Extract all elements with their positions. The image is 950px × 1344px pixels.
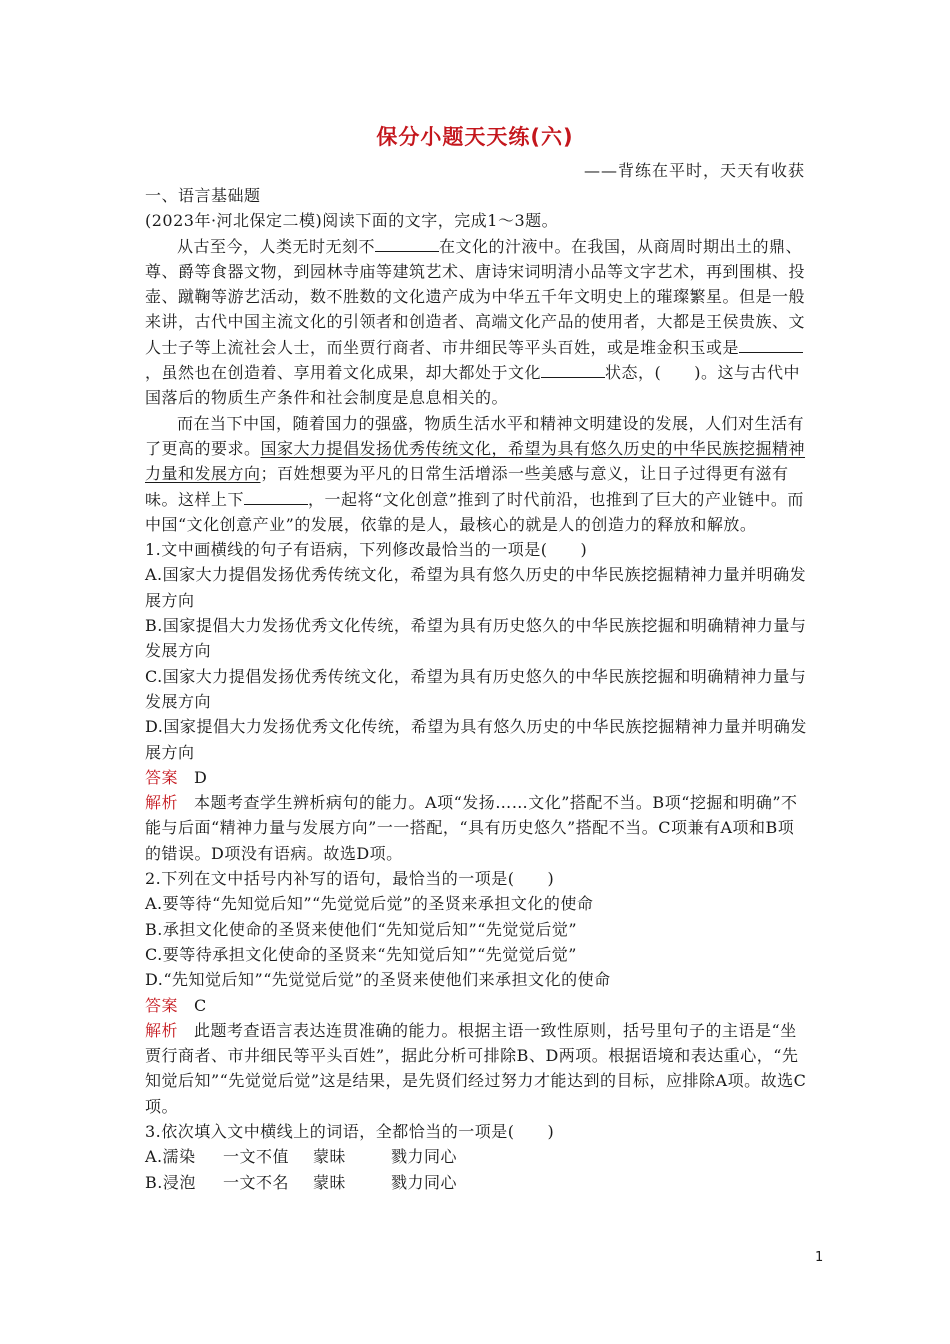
option-b: B.国家提倡大力发扬优秀文化传统，希望为具有历史悠久的中华民族挖掘和明确精神力量与发展方向	[145, 616, 807, 661]
analysis-line	[145, 790, 810, 866]
content-body	[145, 183, 810, 1195]
option-cell: 蒙昧	[313, 1172, 347, 1192]
option-c: C.要等待承担文化使命的圣贤来“先知觉后知”“先觉觉后觉”	[145, 944, 577, 964]
analysis-label: 解析	[145, 793, 179, 813]
option-cell: A.濡染	[145, 1147, 196, 1167]
answer-line	[145, 993, 810, 1018]
page-number: 1	[815, 1250, 824, 1265]
passage-text: ，虽然也在创造着、享用着文化成果，却大都处于文化	[145, 363, 542, 383]
analysis-text: 此题考查语言表达连贯准确的能力。根据主语一致性原则，括号里句子的主语是“坐贾行商者、市井细民等平头百姓”，据此分析可排除B、D两项。根据语境和表达重心，“先知觉后知”“先觉觉后觉”这是结果，是先贤们经过努力才能达到的目标，应排除A项。故选C项。	[145, 1020, 807, 1116]
option-cell: 蒙昧	[313, 1147, 347, 1167]
passage-paragraph-2	[145, 411, 810, 537]
section-heading: 一、语言基础题	[145, 186, 261, 205]
passage-text: ，一起将“文化创意”推到了时代前沿，也推到了巨大的产业链中。而中国“文化创意产业”的发展，依靠的是人，最核心的就是人的创造力的释放和解放。	[145, 489, 804, 534]
option-b: B.承担文化使命的圣贤来使他们“先知觉后知”“先觉觉后觉”	[145, 919, 578, 939]
option-cell: 一文不值	[223, 1147, 290, 1167]
fill-blank-2	[739, 335, 803, 353]
option-d: D.国家提倡大力发扬优秀文化传统，希望为具有悠久历史的中华民族挖掘精神力量并明确发展方向	[145, 717, 807, 762]
fill-blank-3	[541, 360, 605, 378]
answer-value: C	[194, 995, 207, 1015]
passage-text: 在文化的汁液中。在我国，从商周时期出土的鼎、尊、爵等食器文物，到园林寺庙等建筑艺术、唐诗宋词明清小品等文字艺术，再到围棋、投壶、蹴鞠等游艺活动，数不胜数的文化遗产成为中华五千年文明史上的璀璨繁星。但是一般来讲，古代中国主流文化的引领者和创造者、高端文化产品的使用者，大都是王侯贵族、文人士子等上流社会人士，而坐贾行商者、市井细民等平头百姓，或是堆金积玉或是	[145, 236, 806, 357]
source-line: (2023年·河北保定二模)阅读下面的文字，完成1～3题。	[145, 211, 559, 231]
option-a: A.国家大力提倡发扬优秀传统文化，希望为具有悠久历史的中华民族挖掘精神力量并明确发展方向	[145, 565, 807, 610]
option-d: D.“先知觉后知”“先觉觉后觉”的圣贤来使他们来承担文化的使命	[145, 970, 611, 990]
fill-blank-4	[244, 487, 308, 505]
passage-text: 从古至今，人类无时无刻不	[177, 236, 376, 256]
answer-line	[145, 765, 810, 790]
passage-text: 状态，( )。这与古代中国落后的物质生产条件和社会制度是息息相关的。	[145, 363, 801, 408]
question-stem: 1.文中画横线的句子有语病，下列修改最恰当的一项是( )	[145, 540, 588, 560]
motto: ——背练在平时，天天有收获	[583, 161, 805, 180]
option-c: C.国家大力提倡发扬优秀传统文化，希望为具有历史悠久的中华民族挖掘和明确精神力量与发展方向	[145, 666, 807, 711]
answer-label: 答案	[145, 767, 179, 787]
analysis-text: 本题考查学生辨析病句的能力。A项“发扬……文化”搭配不当。B项“挖掘和明确”不能与后面“精神力量与发展方向”一一搭配，“具有历史悠久”搭配不当。C项兼有A项和B项的错误。D项没有语病。故选D项。	[145, 793, 798, 863]
option-cell: 戮力同心	[391, 1172, 458, 1192]
fill-blank-1	[375, 234, 439, 252]
option-cell: 一文不名	[223, 1172, 290, 1192]
passage-text: ；百姓想要为平凡的日常生活增添一些美感与意义，让日子过得更有滋有味。这样上下	[145, 464, 789, 509]
question-stem: 3.依次填入文中横线上的词语，全都恰当的一项是( )	[145, 1121, 555, 1141]
page-title: 保分小题天天练(六)	[376, 125, 574, 149]
question-stem: 2.下列在文中括号内补写的语句，最恰当的一项是( )	[145, 869, 555, 889]
passage-text: 而在当下中国，随着国力的强盛，物质生活水平和精神文明建设的发展，人们对生活有了更高的要求。	[145, 413, 805, 458]
option-a: A.要等待“先知觉后知”“先觉觉后觉”的圣贤来承担文化的使命	[145, 894, 594, 914]
answer-label: 答案	[145, 995, 179, 1015]
passage-paragraph-1	[145, 234, 810, 411]
underlined-sentence: 国家大力提倡发扬优秀传统文化，希望为具有悠久历史的中华民族挖掘精神力量和发展方向	[145, 438, 806, 484]
option-cell: 戮力同心	[391, 1147, 458, 1167]
analysis-label: 解析	[145, 1020, 179, 1040]
answer-value: D	[194, 767, 208, 787]
analysis-line	[145, 1018, 810, 1119]
option-cell: B.浸泡	[145, 1172, 196, 1192]
option-row-b	[145, 1170, 810, 1195]
option-row-a	[145, 1144, 810, 1169]
